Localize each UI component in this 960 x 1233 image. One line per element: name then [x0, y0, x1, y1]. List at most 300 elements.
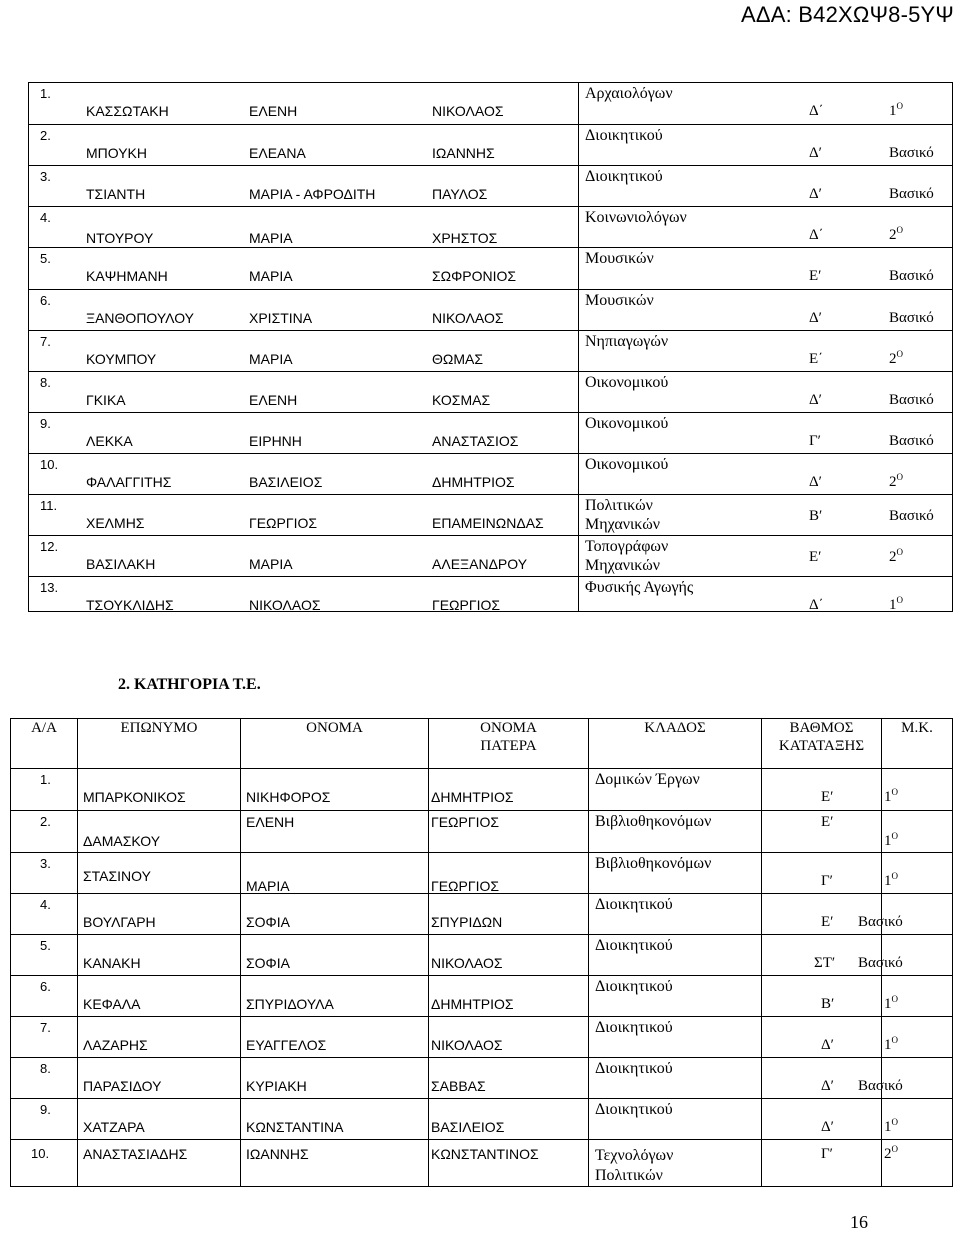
name-cell	[241, 1140, 429, 1187]
aa-cell	[11, 935, 78, 976]
table-row	[29, 207, 953, 248]
first-name: ΜΑΡΙΑ	[246, 878, 290, 894]
row-number: 4.	[40, 210, 51, 225]
branch: Αρχαιολόγων	[585, 85, 673, 102]
first-name: ΜΑΡΙΑ	[249, 351, 293, 367]
grade: Δ′	[809, 392, 822, 408]
table-row	[29, 125, 953, 166]
surname: ΝΤΟΥΡΟΥ	[86, 230, 154, 246]
grade: Δ΄	[809, 103, 824, 119]
mk-cell	[882, 1140, 953, 1187]
grade: Δ΄	[809, 597, 824, 613]
branch-cell	[579, 290, 953, 331]
branch-cell	[579, 248, 953, 290]
name-cell	[241, 811, 429, 853]
row-number: 6.	[40, 293, 51, 308]
mk-superscript: Ο	[891, 994, 898, 1004]
mk-cell	[882, 853, 953, 894]
branch-cell	[579, 372, 953, 413]
mk-superscript: Ο	[891, 1117, 898, 1127]
surname: ΤΣΟΥΚΛΙΔΗΣ	[86, 597, 174, 613]
person-cell	[29, 372, 579, 413]
mk-value: $1^O$	[884, 1035, 898, 1053]
table-row	[29, 166, 953, 207]
surname: ΛΕΚΚΑ	[86, 433, 133, 449]
father-name: ΘΩΜΑΣ	[432, 351, 484, 367]
page-number: 16	[850, 1212, 868, 1232]
branch: Οικονομικού	[585, 415, 669, 432]
mk-cell	[858, 894, 953, 935]
name-cell	[241, 769, 429, 811]
surname: ΦΑΛΑΓΓΙΤΗΣ	[86, 474, 172, 490]
first-name: ΕΛΕΑΝΑ	[249, 145, 306, 161]
person-cell	[29, 331, 579, 372]
branch: Οικονομικού	[585, 374, 669, 391]
grade-cell	[762, 1140, 882, 1187]
mk-value: Βασικό	[889, 145, 934, 161]
row-number: 12.	[40, 539, 59, 554]
branch: Οικονομικού	[585, 456, 669, 473]
father-name: ΣΩΦΡΟΝΙΟΣ	[432, 268, 517, 284]
grade-cell	[762, 1099, 882, 1140]
surname: ΚΑΨΗΜΑΝΗ	[86, 268, 168, 284]
grade: Δ′	[809, 186, 822, 202]
branch: Διοικητικού	[595, 1060, 673, 1077]
mk-cell	[882, 811, 953, 853]
name-cell	[241, 1099, 429, 1140]
header-name: ΟΝΟΜΑ	[241, 719, 429, 769]
grade: Γ′	[809, 433, 821, 449]
branch: Κοινωνιολόγων	[585, 209, 687, 226]
branch: Φυσικής Αγωγής	[585, 579, 694, 596]
first-name: ΜΑΡΙΑ	[249, 230, 293, 246]
grade: Ε′	[809, 549, 822, 565]
father-cell	[429, 1140, 589, 1187]
row-number: 2.	[40, 128, 51, 143]
grade-cell	[762, 1017, 882, 1058]
surname: ΤΣΙΑΝΤΗ	[86, 186, 146, 202]
branch: Μουσικών	[585, 292, 654, 309]
table-row	[11, 976, 953, 1017]
branch-cell	[589, 1140, 762, 1187]
person-cell	[29, 454, 579, 495]
mk-value: Βασικό	[858, 955, 903, 971]
header-branch: ΚΛΑΔΟΣ	[589, 719, 762, 769]
branch: Βιβλιοθηκονόμων	[595, 855, 712, 872]
first-name: ΣΠΥΡΙΔΟΥΛΑ	[246, 996, 334, 1012]
grade: Β′	[809, 508, 823, 524]
branch-line2: Μηχανικών	[585, 557, 660, 574]
branch: Διοικητικού	[595, 1019, 673, 1036]
aa-cell	[11, 1140, 78, 1187]
mk-value: $2^O$	[889, 472, 903, 490]
first-name: ΕΛΕΝΗ	[249, 103, 298, 119]
table-row	[29, 536, 953, 577]
branch-cell	[589, 853, 762, 894]
grade: Δ′	[821, 1037, 834, 1053]
table-row	[11, 935, 953, 976]
branch: Διοικητικού	[595, 1101, 673, 1118]
father-cell	[429, 894, 589, 935]
grade-cell	[762, 976, 882, 1017]
grade-cell	[762, 769, 882, 811]
surname-cell	[78, 811, 241, 853]
branch: Διοικητικού	[595, 896, 673, 913]
father-name: ΓΕΩΡΓΙΟΣ	[431, 878, 499, 894]
first-name: ΙΩΑΝΝΗΣ	[246, 1146, 309, 1162]
mk-value: Βασικό	[889, 508, 934, 524]
branch: Τεχνολόγων	[595, 1147, 674, 1164]
name-cell	[241, 853, 429, 894]
mk-value: Βασικό	[889, 310, 934, 326]
table-row	[29, 413, 953, 454]
mk-superscript: Ο	[891, 1035, 898, 1045]
mk-value: Βασικό	[858, 914, 903, 930]
section-heading: 2. ΚΑΤΗΓΟΡΙΑ Τ.Ε.	[118, 676, 261, 693]
father-name: ΠΑΥΛΟΣ	[432, 186, 488, 202]
mk-superscript: Ο	[896, 472, 903, 482]
branch-cell	[589, 935, 762, 976]
branch: Νηπιαγωγών	[585, 333, 669, 350]
person-cell	[29, 536, 579, 577]
father-name: ΝΙΚΟΛΑΟΣ	[432, 310, 504, 326]
mk-cell	[882, 1017, 953, 1058]
surname: ΧΕΛΜΗΣ	[86, 515, 145, 531]
branch-cell	[589, 894, 762, 935]
table-row	[29, 83, 953, 125]
branch-cell	[579, 495, 953, 536]
person-cell	[29, 125, 579, 166]
surname: ΚΑΣΣΩΤΑΚΗ	[86, 103, 169, 119]
father-name: ΧΡΗΣΤΟΣ	[432, 230, 498, 246]
row-number: 13.	[40, 580, 59, 595]
row-number: 7.	[40, 334, 51, 349]
employees-table-2	[10, 718, 953, 1187]
aa-cell	[11, 1017, 78, 1058]
table-row	[29, 495, 953, 536]
mk-value: $1^O$	[884, 871, 898, 889]
row-number: 1.	[40, 86, 51, 101]
surname-cell	[78, 1058, 241, 1099]
branch: Διοικητικού	[595, 937, 673, 954]
surname: ΛΑΖΑΡΗΣ	[83, 1037, 148, 1053]
father-cell	[429, 1058, 589, 1099]
row-number: 7.	[40, 1020, 51, 1035]
surname-cell	[78, 1099, 241, 1140]
person-cell	[29, 207, 579, 248]
mk-value: Βασικό	[858, 1078, 903, 1094]
ada-code: ΑΔΑ: Β42ΧΩΨ8-5ΥΨ	[741, 2, 954, 27]
aa-cell	[11, 976, 78, 1017]
surname-cell	[78, 976, 241, 1017]
grade: Ε΄	[809, 351, 824, 367]
surname: ΜΠΟΥΚΗ	[86, 145, 147, 161]
surname: ΠΑΡΑΣΙΔΟΥ	[83, 1078, 162, 1094]
mk-cell	[858, 1058, 953, 1099]
father-cell	[429, 976, 589, 1017]
mk-cell	[882, 1099, 953, 1140]
branch-cell	[579, 207, 953, 248]
father-name: ΚΟΣΜΑΣ	[432, 392, 491, 408]
header-father: ΟΝΟΜΑ ΠΑΤΕΡΑ	[429, 719, 589, 769]
mk-cell	[882, 769, 953, 811]
father-cell	[429, 853, 589, 894]
mk-superscript: Ο	[896, 547, 903, 557]
branch-cell	[589, 811, 762, 853]
surname: ΚΟΥΜΠΟΥ	[86, 351, 157, 367]
father-cell	[429, 1017, 589, 1058]
table-row	[29, 331, 953, 372]
surname-cell	[78, 1017, 241, 1058]
row-number: 10.	[31, 1146, 50, 1161]
surname: ΔΑΜΑΣΚΟΥ	[83, 833, 161, 849]
row-number: 9.	[40, 416, 51, 431]
header-aa: Α/Α	[11, 719, 78, 769]
father-name: ΝΙΚΟΛΑΟΣ	[431, 1037, 503, 1053]
first-name: ΧΡΙΣΤΙΝΑ	[249, 310, 313, 326]
branch-cell	[589, 1017, 762, 1058]
father-name: ΓΕΩΡΓΙΟΣ	[431, 814, 499, 830]
header-mk: Μ.Κ.	[882, 719, 953, 769]
row-number: 11.	[40, 498, 58, 513]
father-name: ΚΩΝΣΤΑΝΤΙΝΟΣ	[431, 1146, 539, 1162]
header-surname: ΕΠΩΝΥΜΟ	[78, 719, 241, 769]
grade: Γ′	[821, 873, 833, 889]
first-name: ΚΩΝΣΤΑΝΤΙΝΑ	[246, 1119, 344, 1135]
table-row	[11, 769, 953, 811]
branch-cell	[579, 454, 953, 495]
mk-value: $2^O$	[889, 225, 903, 243]
first-name: ΚΥΡΙΑΚΗ	[246, 1078, 307, 1094]
mk-superscript: Ο	[891, 871, 898, 881]
branch-cell	[579, 413, 953, 454]
mk-superscript: Ο	[896, 101, 903, 111]
branch: Μουσικών	[585, 250, 654, 267]
name-cell	[241, 976, 429, 1017]
mk-superscript: Ο	[891, 787, 898, 797]
father-name: ΔΗΜΗΤΡΙΟΣ	[432, 474, 515, 490]
grade: Β′	[821, 996, 835, 1012]
person-cell	[29, 290, 579, 331]
aa-cell	[11, 769, 78, 811]
branch-cell	[579, 536, 953, 577]
surname-cell	[78, 853, 241, 894]
person-cell	[29, 577, 579, 612]
grade-cell	[762, 811, 882, 853]
table-row	[29, 248, 953, 290]
mk-value: $2^O$	[889, 349, 903, 367]
row-number: 6.	[40, 979, 51, 994]
surname: ΧΑΤΖΑΡΑ	[83, 1119, 145, 1135]
branch-cell	[589, 976, 762, 1017]
mk-value: $1^O$	[884, 831, 898, 849]
branch: Πολιτικών	[585, 497, 653, 514]
mk-superscript: Ο	[896, 225, 903, 235]
mk-value: Βασικό	[889, 392, 934, 408]
row-number: 3.	[40, 856, 51, 871]
father-cell	[429, 769, 589, 811]
branch-cell	[589, 1099, 762, 1140]
first-name: ΝΙΚΟΛΑΟΣ	[249, 597, 321, 613]
grade: Δ′	[821, 1078, 834, 1094]
mk-value: $2^O$	[889, 547, 903, 565]
branch-cell	[579, 83, 953, 125]
father-name: ΑΝΑΣΤΑΣΙΟΣ	[432, 433, 519, 449]
surname: ΒΑΣΙΛΑΚΗ	[86, 556, 156, 572]
table-row	[29, 372, 953, 413]
row-number: 2.	[40, 814, 51, 829]
branch: Διοικητικού	[585, 127, 663, 144]
father-name: ΣΠΥΡΙΔΩΝ	[431, 914, 503, 930]
father-name: ΔΗΜΗΤΡΙΟΣ	[431, 789, 514, 805]
branch-cell	[579, 331, 953, 372]
surname: ΣΤΑΣΙΝΟΥ	[83, 868, 151, 884]
surname: ΒΟΥΛΓΑΡΗ	[83, 914, 156, 930]
grade: Δ′	[809, 145, 822, 161]
employees-table-1	[28, 82, 953, 612]
person-cell	[29, 495, 579, 536]
aa-cell	[11, 811, 78, 853]
person-cell	[29, 166, 579, 207]
table-row	[11, 811, 953, 853]
mk-superscript: Ο	[896, 595, 903, 605]
surname-cell	[78, 1140, 241, 1187]
person-cell	[29, 248, 579, 290]
name-cell	[241, 894, 429, 935]
person-cell	[29, 83, 579, 125]
mk-superscript: Ο	[896, 349, 903, 359]
aa-cell	[11, 894, 78, 935]
name-cell	[241, 1017, 429, 1058]
branch-cell	[589, 1058, 762, 1099]
surname: ΓΚΙΚΑ	[86, 392, 126, 408]
mk-value: $1^O$	[889, 101, 903, 119]
grade: Ε′	[821, 914, 834, 930]
mk-cell	[882, 976, 953, 1017]
first-name: ΝΙΚΗΦΟΡΟΣ	[246, 789, 331, 805]
row-number: 8.	[40, 375, 51, 390]
father-name: ΔΗΜΗΤΡΙΟΣ	[431, 996, 514, 1012]
row-number: 1.	[40, 772, 51, 787]
table-row	[29, 454, 953, 495]
first-name: ΣΟΦΙΑ	[246, 955, 290, 971]
surname-cell	[78, 769, 241, 811]
father-name: ΝΙΚΟΛΑΟΣ	[431, 955, 503, 971]
grade: Γ′	[821, 1146, 833, 1162]
grade: Δ΄	[809, 227, 824, 243]
first-name: ΜΑΡΙΑ - ΑΦΡΟΔΙΤΗ	[249, 186, 376, 202]
surname: ΚΑΝΑΚΗ	[83, 955, 141, 971]
father-name: ΒΑΣΙΛΕΙΟΣ	[431, 1119, 505, 1135]
row-number: 4.	[40, 897, 51, 912]
father-name: ΙΩΑΝΝΗΣ	[432, 145, 495, 161]
first-name: ΕΥΑΓΓΕΛΟΣ	[246, 1037, 327, 1053]
name-cell	[241, 1058, 429, 1099]
person-cell	[29, 413, 579, 454]
table-row	[11, 1140, 953, 1187]
first-name: ΜΑΡΙΑ	[249, 556, 293, 572]
father-cell	[429, 935, 589, 976]
row-number: 10.	[40, 457, 59, 472]
branch-line2: Μηχανικών	[585, 516, 660, 533]
mk-value: $2^O$	[884, 1144, 898, 1162]
surname: ΞΑΝΘΟΠΟΥΛΟΥ	[86, 310, 195, 326]
grade: Δ′	[809, 310, 822, 326]
table-row	[29, 290, 953, 331]
branch-line2: Πολιτικών	[595, 1167, 663, 1184]
grade: Δ′	[821, 1119, 834, 1135]
father-name: ΓΕΩΡΓΙΟΣ	[432, 597, 500, 613]
father-name: ΕΠΑΜΕΙΝΩΝΔΑΣ	[432, 515, 544, 531]
mk-superscript: Ο	[891, 831, 898, 841]
first-name: ΕΙΡΗΝΗ	[249, 433, 302, 449]
first-name: ΕΛΕΝΗ	[249, 392, 298, 408]
surname-cell	[78, 894, 241, 935]
mk-superscript: Ο	[891, 1144, 898, 1154]
mk-value: $1^O$	[884, 994, 898, 1012]
surname: ΜΠΑΡΚΟΝΙΚΟΣ	[83, 789, 186, 805]
branch: Διοικητικού	[585, 168, 663, 185]
father-name: ΣΑΒΒΑΣ	[431, 1078, 486, 1094]
father-cell	[429, 1099, 589, 1140]
father-name: ΝΙΚΟΛΑΟΣ	[432, 103, 504, 119]
branch-cell	[579, 166, 953, 207]
branch-cell	[589, 769, 762, 811]
first-name: ΒΑΣΙΛΕΙΟΣ	[249, 474, 323, 490]
grade: Ε′	[821, 789, 834, 805]
mk-value: Βασικό	[889, 186, 934, 202]
grade: Δ′	[809, 474, 822, 490]
first-name: ΜΑΡΙΑ	[249, 268, 293, 284]
grade-cell	[762, 853, 882, 894]
branch: Διοικητικού	[595, 978, 673, 995]
surname: ΑΝΑΣΤΑΣΙΑΔΗΣ	[83, 1146, 188, 1162]
header-grade: ΒΑΘΜΟΣ ΚΑΤΑΤΑΞΗΣ	[762, 719, 882, 769]
surname: ΚΕΦΑΛΑ	[83, 996, 141, 1012]
table-row	[11, 853, 953, 894]
name-cell	[241, 935, 429, 976]
aa-cell	[11, 1058, 78, 1099]
mk-value: $1^O$	[889, 595, 903, 613]
father-cell	[429, 811, 589, 853]
table-row	[11, 894, 953, 935]
grade: ΣΤ′	[814, 955, 836, 971]
grade: Ε′	[809, 268, 822, 284]
mk-value: Βασικό	[889, 268, 934, 284]
row-number: 5.	[40, 251, 51, 266]
branch: Τοπογράφων	[585, 538, 669, 555]
row-number: 9.	[40, 1102, 51, 1117]
aa-cell	[11, 1099, 78, 1140]
mk-value: Βασικό	[889, 433, 934, 449]
branch: Δομικών Έργων	[595, 771, 700, 788]
grade: Ε′	[821, 814, 834, 830]
mk-value: $1^O$	[884, 1117, 898, 1135]
aa-cell	[11, 853, 78, 894]
table-row	[11, 1058, 953, 1099]
branch: Βιβλιοθηκονόμων	[595, 813, 712, 830]
mk-cell	[858, 935, 953, 976]
table-row	[29, 577, 953, 612]
table-row	[11, 1099, 953, 1140]
row-number: 8.	[40, 1061, 51, 1076]
first-name: ΓΕΩΡΓΙΟΣ	[249, 515, 317, 531]
first-name: ΣΟΦΙΑ	[246, 914, 290, 930]
surname-cell	[78, 935, 241, 976]
table-row	[11, 1017, 953, 1058]
branch-cell	[579, 125, 953, 166]
mk-value: $1^O$	[884, 787, 898, 805]
